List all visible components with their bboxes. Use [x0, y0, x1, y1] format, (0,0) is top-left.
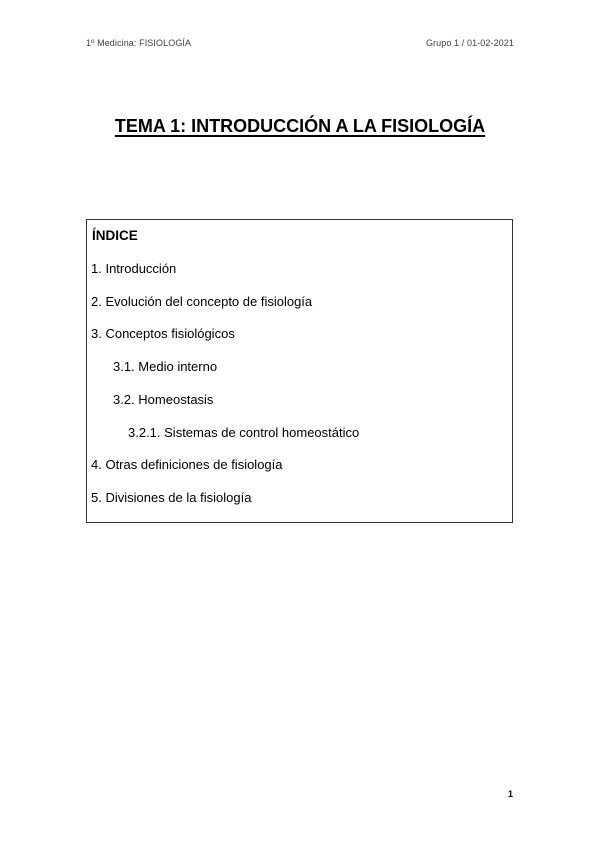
- page-number: 1: [508, 789, 514, 799]
- toc-item-evolucion: 2. Evolución del concepto de fisiología: [91, 294, 313, 309]
- toc-item-divisiones: 5. Divisiones de la fisiología: [91, 490, 252, 505]
- toc-item-homeostasis: 3.2. Homeostasis: [113, 392, 214, 407]
- table-of-contents: [86, 219, 513, 523]
- toc-item-sistemas-control: 3.2.1. Sistemas de control homeostático: [128, 425, 360, 440]
- header-subject: 1º Medicina: FISIOLOGÍA: [86, 38, 192, 48]
- toc-heading: ÍNDICE: [92, 228, 138, 243]
- header-group-date: Grupo 1 / 01-02-2021: [425, 38, 514, 48]
- document-title: TEMA 1: INTRODUCCIÓN A LA FISIOLOGÍA: [114, 116, 486, 136]
- toc-item-introduccion: 1. Introducción: [91, 261, 177, 276]
- toc-item-conceptos: 3. Conceptos fisiológicos: [91, 326, 235, 341]
- toc-item-medio-interno: 3.1. Medio interno: [113, 359, 218, 374]
- toc-item-otras-definiciones: 4. Otras definiciones de fisiología: [91, 457, 283, 472]
